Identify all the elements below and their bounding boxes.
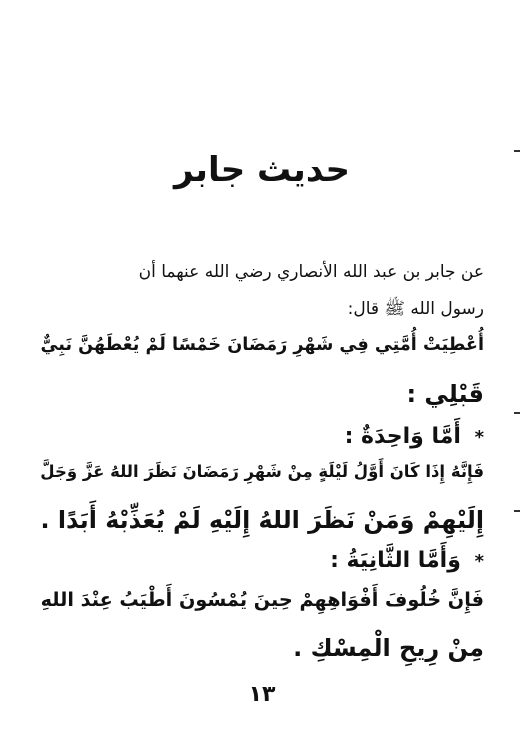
intro-line-2: رسول الله ﷺ قال: xyxy=(347,299,484,319)
page-number: ١٣ xyxy=(248,682,276,707)
star-bullet-icon: * xyxy=(474,427,484,448)
page-edge-mark xyxy=(514,412,520,414)
paragraph-2-line-2: مِنْ رِيحِ الْمِسْكِ . xyxy=(293,634,484,662)
section-heading-1 xyxy=(345,424,484,449)
section-heading-2 xyxy=(330,548,484,573)
page-edge-mark xyxy=(514,510,520,512)
star-bullet-icon: * xyxy=(474,551,484,572)
intro-line-1: عن جابر بن عبد الله الأنصاري رضي الله عنهما أن xyxy=(138,262,484,282)
paragraph-1-line-2: إِلَيْهِمْ وَمَنْ نَظَرَ اللهُ إِلَيْهِ لَمْ يُعَذِّبْهُ أَبَدًا . xyxy=(40,506,484,534)
page-title: حديث جابر xyxy=(174,150,350,190)
paragraph-2-line-1: فَإِنَّ خُلُوفَ أَفْوَاهِهِمْ حِينَ يُمْسُونَ أَطْيَبُ عِنْدَ اللهِ xyxy=(40,588,484,611)
paragraph-1-line-1: فَإِنَّهُ إِذَا كَانَ أَوَّلُ لَيْلَةٍ مِنْ شَهْرِ رَمَضَانَ نَظَرَ اللهُ عَزَّ وَجَلَّ xyxy=(40,462,484,481)
section-heading-1-text: أَمَّا وَاحِدَةٌ : xyxy=(344,424,461,449)
hadith-line-2: قَبْلِي : xyxy=(406,380,484,408)
hadith-line-1: أُعْطِيَتْ أُمَّتِي فِي شَهْرِ رَمَضَانَ خَمْسًا لَمْ يُعْطَهُنَّ نَبِيٌّ xyxy=(40,335,484,355)
section-heading-2-text: وَأَمَّا الثَّانِيَةُ : xyxy=(330,548,461,573)
